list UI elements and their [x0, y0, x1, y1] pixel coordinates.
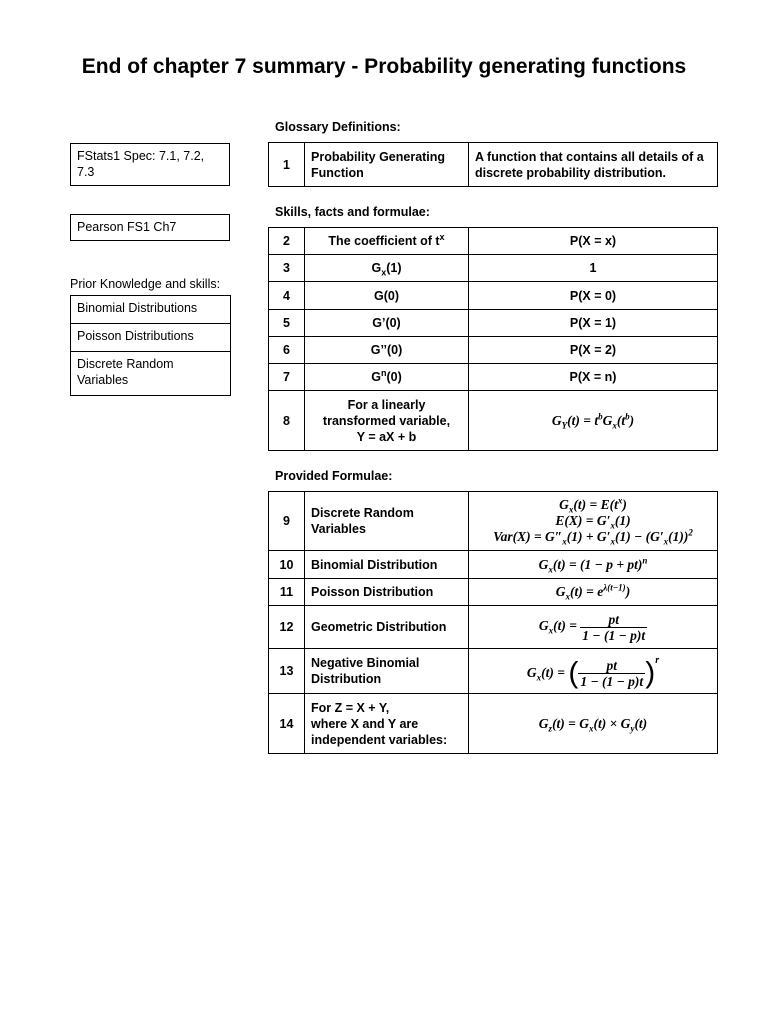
skill-fact: $G^n(0)$ [305, 364, 469, 391]
row-number: 10 [269, 551, 305, 579]
formulae-table [268, 491, 718, 754]
prior-item: Discrete Random Variables [71, 352, 231, 396]
table-row [269, 606, 718, 649]
skill-fact: For a linearly transformed variable, Y = aX + b [305, 391, 469, 451]
row-number: 2 [269, 228, 305, 255]
skills-title: Skills, facts and formulae: [275, 205, 430, 219]
skills-table [268, 227, 718, 451]
glossary-term: Probability Generating Function [305, 143, 469, 187]
prior-knowledge-list [70, 295, 231, 396]
glossary-table [268, 142, 718, 187]
formula-name: For Z = X + Y, where X and Y are independent variables: [305, 694, 469, 754]
book-box: Pearson FS1 Ch7 [70, 214, 230, 241]
row-number: 14 [269, 694, 305, 754]
spec-box: FStats1 Spec: 7.1, 7.2, 7.3 [70, 143, 230, 186]
table-row [269, 228, 718, 255]
table-row [269, 310, 718, 337]
prior-item: Poisson Distributions [71, 324, 231, 352]
table-row [269, 364, 718, 391]
formula-geometric: $G_x(t)$ = $\frac{pt}{1 - (1 - p)t}$ [469, 606, 718, 649]
table-row [269, 255, 718, 282]
skill-fact: $G_x(1)$ [305, 255, 469, 282]
formula-linear-transform: $G_Y(t) = t^bG_x(t^b)$ [469, 391, 718, 451]
skill-result: 1 [469, 255, 718, 282]
glossary-definition: A function that contains all details of a discrete probability distribution. [469, 143, 718, 187]
skill-result: P(X = x) [469, 228, 718, 255]
skill-fact: G’(0) [305, 310, 469, 337]
row-number: 12 [269, 606, 305, 649]
skill-result: P(X = 2) [469, 337, 718, 364]
formula-name: Binomial Distribution [305, 551, 469, 579]
row-number: 7 [269, 364, 305, 391]
formula-discrete-random: $G_x(t) = E(t^x)$ $E(X) = G'_x(1)$ $Var(X) = G''_x(1) + G'_x(1) - (G'_x(1))^2$ [469, 492, 718, 551]
formula-negative-binomial: $G_x(t)$ = ( $\frac{pt}{1 - (1 - p)t}$ )$^r$ [469, 649, 718, 694]
skill-fact: The coefficient of $t^x$ [305, 228, 469, 255]
formula-poisson: $G_x(t) = e^{\lambda(t-1)}$) [469, 579, 718, 606]
table-row [269, 492, 718, 551]
provided-title: Provided Formulae: [275, 469, 393, 483]
formula-name: Poisson Distribution [305, 579, 469, 606]
skill-fact: G’’(0) [305, 337, 469, 364]
formula-binomial: $G_x(t) = (1 - p + pt)^n$ [469, 551, 718, 579]
formula-sum-independent: $G_z(t) = G_x(t) \times G_y(t)$ [469, 694, 718, 754]
table-row [269, 143, 718, 187]
skill-result: P(X = n) [469, 364, 718, 391]
table-row [269, 694, 718, 754]
table-row [269, 282, 718, 310]
glossary-title: Glossary Definitions: [275, 120, 401, 134]
table-row [269, 649, 718, 694]
row-number: 9 [269, 492, 305, 551]
skill-result: P(X = 0) [469, 282, 718, 310]
row-number: 5 [269, 310, 305, 337]
row-number: 11 [269, 579, 305, 606]
formula-name: Negative Binomial Distribution [305, 649, 469, 694]
row-number: 13 [269, 649, 305, 694]
row-number: 1 [269, 143, 305, 187]
row-number: 8 [269, 391, 305, 451]
row-number: 4 [269, 282, 305, 310]
page-title: End of chapter 7 summary - Probability generating functions [81, 55, 687, 78]
table-row [269, 579, 718, 606]
table-row [269, 551, 718, 579]
skill-fact: G(0) [305, 282, 469, 310]
table-row [269, 337, 718, 364]
formula-name: Discrete Random Variables [305, 492, 469, 551]
prior-item: Binomial Distributions [71, 296, 231, 324]
formula-name: Geometric Distribution [305, 606, 469, 649]
table-row [269, 391, 718, 451]
skill-result: P(X = 1) [469, 310, 718, 337]
prior-knowledge-title: Prior Knowledge and skills: [70, 277, 221, 291]
row-number: 6 [269, 337, 305, 364]
row-number: 3 [269, 255, 305, 282]
